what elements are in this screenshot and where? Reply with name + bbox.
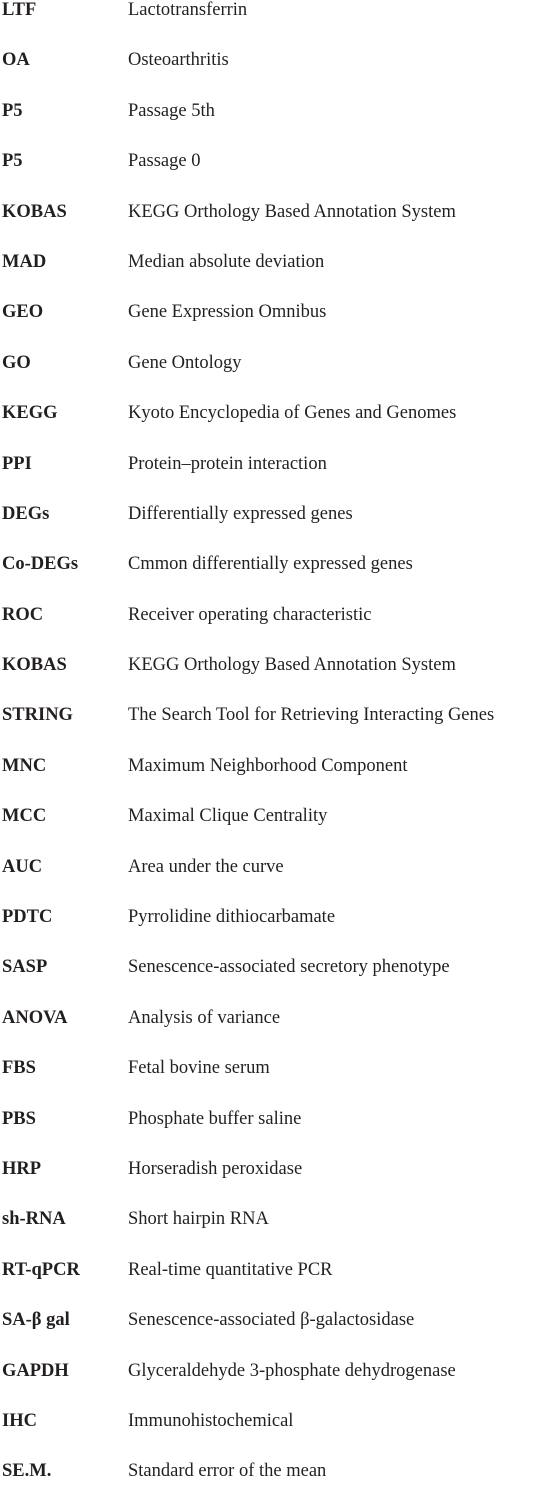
abbreviation-row <box>0 101 558 151</box>
abbreviation-row <box>0 0 558 50</box>
abbreviation-term: AUC <box>2 856 43 877</box>
abbreviation-term: MAD <box>2 251 47 272</box>
abbreviation-row <box>0 705 558 755</box>
abbreviation-term: SE.M. <box>2 1461 52 1482</box>
abbreviation-term: KOBAS <box>2 201 67 222</box>
abbreviation-row <box>0 403 558 453</box>
abbreviation-definition: Receiver operating characteristic <box>128 604 372 625</box>
abbreviation-definition: The Search Tool for Retrieving Interacting Genes <box>128 705 495 726</box>
abbreviation-row <box>0 1411 558 1461</box>
abbreviation-term: RT-qPCR <box>2 1259 80 1280</box>
abbreviation-term: KOBAS <box>2 655 67 676</box>
abbreviation-definition: Senescence-associated β-galactosidase <box>128 1310 415 1331</box>
abbreviation-row <box>0 756 558 806</box>
abbreviation-definition: Area under the curve <box>128 856 284 877</box>
abbreviation-row <box>0 202 558 252</box>
abbreviation-definition: Standard error of the mean <box>128 1461 327 1482</box>
abbreviation-definition: Maximum Neighborhood Component <box>128 755 408 776</box>
abbreviation-term: IHC <box>2 1410 37 1431</box>
abbreviation-row <box>0 655 558 705</box>
abbreviation-definition: Gene Expression Omnibus <box>128 302 327 323</box>
abbreviation-term: ANOVA <box>2 1007 68 1028</box>
abbreviation-definition: Passage 5th <box>128 100 215 121</box>
abbreviation-definition: Analysis of variance <box>128 1007 281 1028</box>
abbreviation-definition: Short hairpin RNA <box>128 1209 269 1230</box>
abbreviation-term: FBS <box>2 1058 36 1079</box>
abbreviation-term: Co-DEGs <box>2 554 79 575</box>
abbreviation-term: ROC <box>2 604 44 625</box>
abbreviation-definition: Maximal Clique Centrality <box>128 806 328 827</box>
abbreviation-row <box>0 1109 558 1159</box>
abbreviation-term: MNC <box>2 755 47 776</box>
abbreviation-definition: Passage 0 <box>128 151 201 172</box>
abbreviation-definition: KEGG Orthology Based Annotation System <box>128 655 456 676</box>
abbreviation-term: SASP <box>2 957 48 978</box>
abbreviation-row <box>0 504 558 554</box>
abbreviation-row <box>0 857 558 907</box>
abbreviation-row <box>0 907 558 957</box>
abbreviation-definition: Fetal bovine serum <box>128 1058 270 1079</box>
abbreviation-row <box>0 353 558 403</box>
abbreviation-term: MCC <box>2 806 47 827</box>
abbreviation-row <box>0 605 558 655</box>
abbreviation-definition: Pyrrolidine dithiocarbamate <box>128 907 336 928</box>
abbreviation-term: STRING <box>2 705 73 726</box>
abbreviation-row <box>0 554 558 604</box>
abbreviation-row <box>0 454 558 504</box>
abbreviation-term: P5 <box>2 100 23 121</box>
abbreviation-term: DEGs <box>2 503 50 524</box>
abbreviation-row <box>0 957 558 1007</box>
abbreviation-row <box>0 1209 558 1259</box>
abbreviation-definition: Glyceraldehyde 3-phosphate dehydrogenase <box>128 1360 456 1381</box>
abbreviation-definition: Cmmon differentially expressed genes <box>128 554 413 575</box>
abbreviation-definition: Differentially expressed genes <box>128 503 353 524</box>
abbreviation-term: KEGG <box>2 403 58 424</box>
abbreviation-definition: Real-time quantitative PCR <box>128 1259 333 1280</box>
abbreviation-term: SA-β gal <box>2 1310 70 1331</box>
abbreviation-definition: Median absolute deviation <box>128 251 325 272</box>
abbreviation-definition: Osteoarthritis <box>128 50 229 71</box>
abbreviation-definition: Gene Ontology <box>128 352 242 373</box>
abbreviation-term: PBS <box>2 1108 36 1129</box>
abbreviation-row <box>0 1310 558 1360</box>
abbreviation-term: GEO <box>2 302 44 323</box>
abbreviation-row <box>0 1159 558 1209</box>
abbreviation-term: GAPDH <box>2 1360 69 1381</box>
abbreviation-term: OA <box>2 50 30 71</box>
abbreviation-row <box>0 1461 558 1511</box>
abbreviation-row <box>0 50 558 100</box>
abbreviation-term: PPI <box>2 453 32 474</box>
abbreviation-term: P5 <box>2 151 23 172</box>
abbreviation-definition: Senescence-associated secretory phenotype <box>128 957 450 978</box>
abbreviation-row <box>0 252 558 302</box>
abbreviation-definition: Kyoto Encyclopedia of Genes and Genomes <box>128 403 457 424</box>
abbreviation-definition: Immunohistochemical <box>128 1410 294 1431</box>
abbreviation-row <box>0 1058 558 1108</box>
abbreviation-term: LTF <box>2 0 37 20</box>
abbreviation-term: sh-RNA <box>2 1209 66 1230</box>
abbreviation-definition: Protein–protein interaction <box>128 453 327 474</box>
abbreviation-term: GO <box>2 352 31 373</box>
abbreviation-definition: Phosphate buffer saline <box>128 1108 302 1129</box>
abbreviation-row <box>0 1361 558 1411</box>
abbreviation-definition: KEGG Orthology Based Annotation System <box>128 201 456 222</box>
abbreviation-row <box>0 302 558 352</box>
abbreviation-row <box>0 1008 558 1058</box>
abbreviation-row <box>0 151 558 201</box>
abbreviation-term: HRP <box>2 1158 42 1179</box>
abbreviation-row <box>0 806 558 856</box>
abbreviation-row <box>0 1260 558 1310</box>
abbreviation-definition: Horseradish peroxidase <box>128 1158 303 1179</box>
abbreviation-definition: Lactotransferrin <box>128 0 248 20</box>
abbreviation-term: PDTC <box>2 907 53 928</box>
